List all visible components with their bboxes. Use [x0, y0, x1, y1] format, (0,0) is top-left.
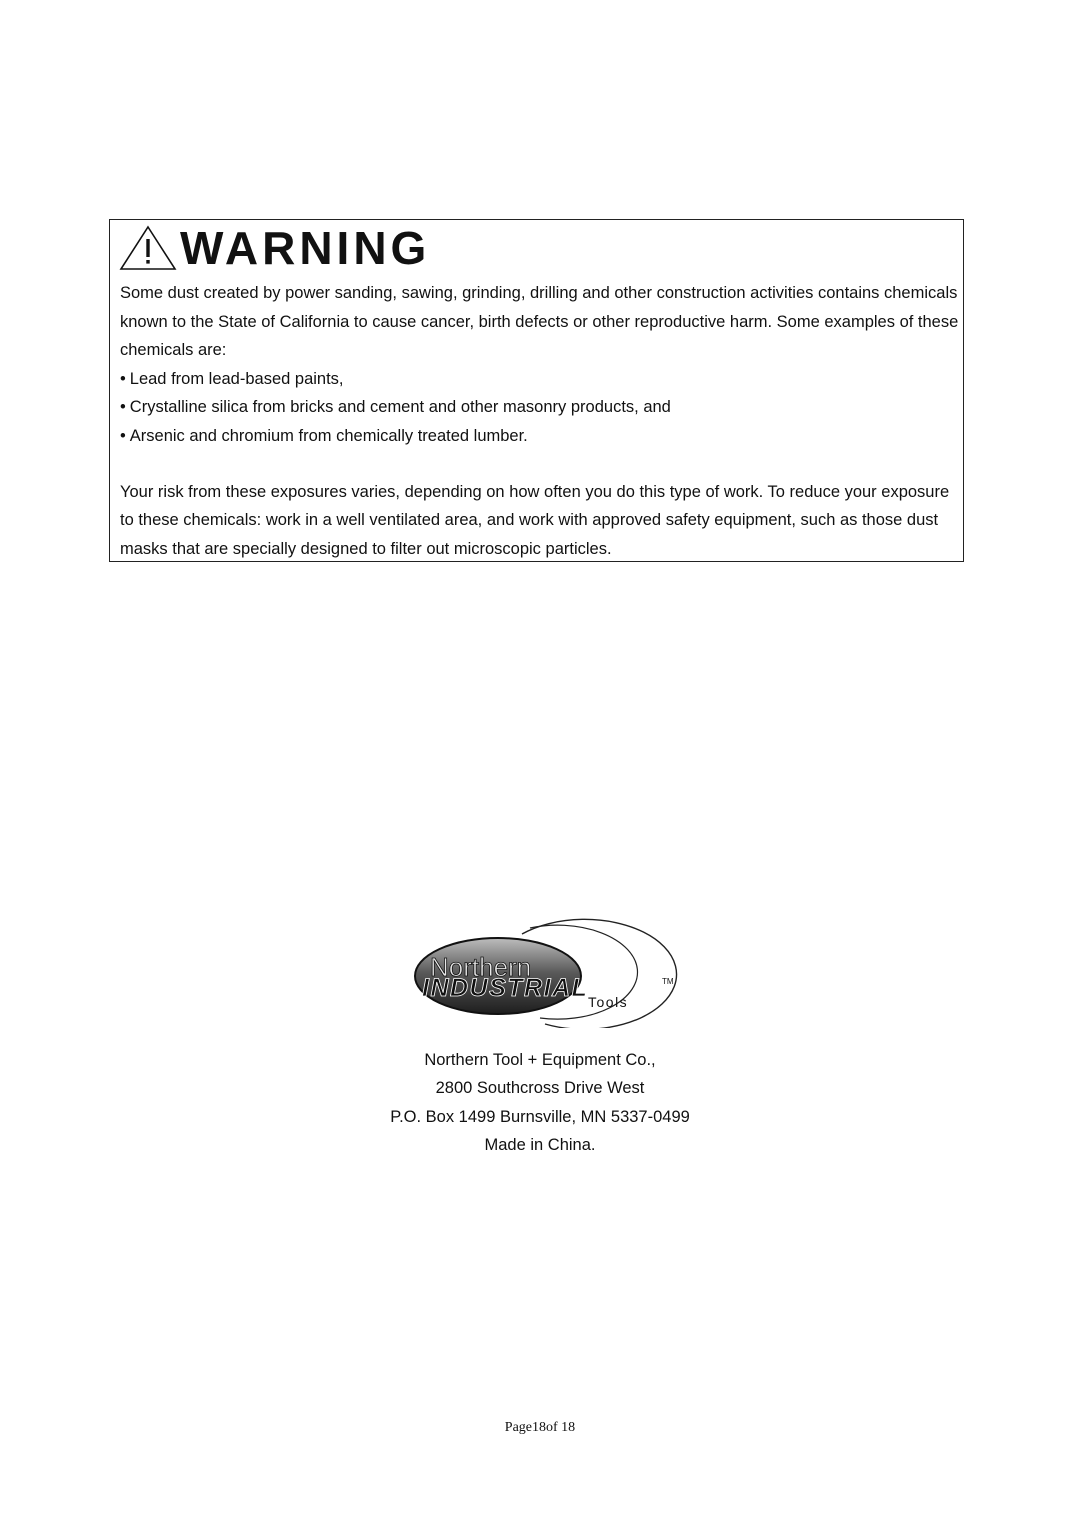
bullet-icon: •	[120, 426, 126, 445]
logo-industrial-text: INDUSTRIAL	[422, 974, 589, 1002]
warning-box	[109, 219, 964, 562]
list-item	[120, 365, 960, 394]
list-item-text: Crystalline silica from bricks and cement and other masonry products, and	[129, 398, 671, 417]
warning-triangle-icon	[118, 224, 178, 272]
list-item	[120, 422, 960, 451]
logo-trademark-text: TM	[662, 977, 674, 986]
warning-intro: Some dust created by power sanding, sawing, grinding, drilling and other construction activities contains chemicals known to the State of California to cause cancer, birth defects or other reproductive harm. Some examples of these chemicals are:	[120, 284, 959, 360]
warning-header	[118, 222, 430, 274]
company-address	[0, 1046, 1080, 1160]
company-name: Northern Tool + Equipment Co.,	[424, 1051, 656, 1069]
list-item-text: Lead from lead-based paints,	[129, 369, 344, 388]
logo-tools-text: Tools	[588, 994, 629, 1010]
company-street: 2800 Southcross Drive West	[435, 1079, 645, 1098]
bullet-icon: •	[120, 369, 126, 388]
company-pobox: P.O. Box 1499 Burnsville, MN 5337-0499	[390, 1107, 690, 1126]
warning-risk: Your risk from these exposures varies, depending on how often you do this type of work. To reduce your exposure to these chemicals: work in a well ventilated area, and work with approved safety equipment, such as those dust masks that are specially designed to filter out microscopic particles.	[120, 482, 950, 558]
page-number: Page18of 18	[504, 1420, 576, 1435]
bullet-icon: •	[120, 398, 126, 417]
logo-northern-text: Northern	[430, 952, 532, 982]
list-item-text: Arsenic and chromium from chemically treated lumber.	[129, 426, 528, 445]
warning-list	[120, 365, 960, 451]
northern-industrial-logo	[410, 914, 680, 1028]
company-origin: Made in China.	[484, 1136, 596, 1155]
list-item	[120, 393, 960, 422]
warning-body	[120, 279, 960, 563]
warning-title: WARNING	[180, 222, 431, 274]
